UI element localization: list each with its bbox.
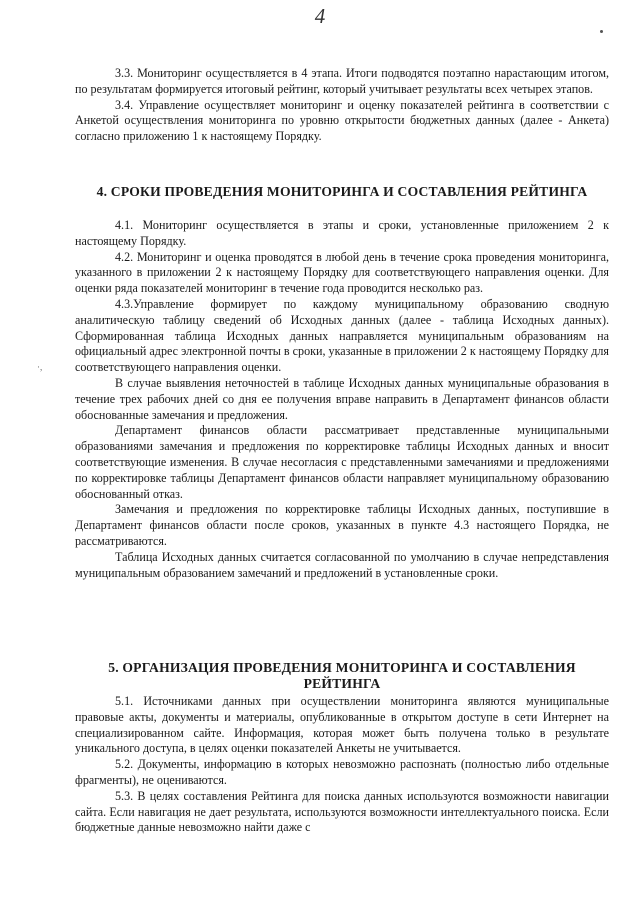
paragraph-4-3-review: Департамент финансов области рассматривает представленные муниципальными образованиями замечания и предложения по корректировке таблицы Исходных данных и вносит соответствующие изменения. В случае несогласия с представленными замечаниями и предложениями по корректировке таблицы Департамент финансов области направляет муниципальному образованию обоснованный отказ. — [75, 423, 609, 501]
section-5 — [75, 660, 609, 692]
paragraph-5-1: 5.1. Источниками данных при осуществлении мониторинга являются муниципальные правовые акты, документы и материалы, опубликованные в открытом доступе в сети Интернет на специализированном сайте. Информация, которая может быть получена только в результате уникального доступа, в целях оценки показателей Анкеты не учитывается. — [75, 694, 609, 756]
section-3-tail — [75, 66, 609, 145]
paragraph-3-3: 3.3. Мониторинг осуществляется в 4 этапа. Итоги подводятся поэтапно нарастающим итогом, по результатам формируется итоговый рейтинг, который учитывает результаты всех четырех этапов. — [75, 66, 609, 96]
margin-mark: ·, — [37, 362, 43, 372]
paragraph-4-3-late: Замечания и предложения по корректировке таблицы Исходных данных, поступившие в Департамент финансов области после сроков, указанных в пункте 4.3 настоящего Порядка, не рассматриваются. — [75, 502, 609, 548]
section-4-body — [75, 218, 609, 581]
section-5-heading: 5. ОРГАНИЗАЦИЯ ПРОВЕДЕНИЯ МОНИТОРИНГА И СОСТАВЛЕНИЯ РЕЙТИНГА — [108, 660, 576, 691]
paragraph-4-3-default: Таблица Исходных данных считается согласованной по умолчанию в случае непредставления муниципальным образованием замечаний и предложений в установленные сроки. — [75, 549, 609, 580]
paragraph-4-3: 4.3.Управление формирует по каждому муниципальному образованию сводную аналитическую таблицу сведений об Исходных данных (далее - таблица Исходных данных). Сформированная таблица Исходных данных направляется муниципальным образованиям на официальный адрес электронной почты в сроки, указанные в приложении 2 к настоящему Порядку для соответствующего направления оценки. — [75, 296, 609, 375]
page-number: 4 — [314, 4, 326, 28]
paragraph-4-2: 4.2. Мониторинг и оценка проводятся в любой день в течение срока проведения мониторинга, указанного в приложении 2 к настоящему Порядку для соответствующего направления оценки. Для оценки ряда показателей мониторинг в течение года проводится несколько раз. — [75, 249, 609, 296]
section-5-body — [75, 694, 609, 836]
section-4-heading: 4. СРОКИ ПРОВЕДЕНИЯ МОНИТОРИНГА И СОСТАВЛЕНИЯ РЕЙТИНГА — [96, 184, 588, 199]
paragraph-5-2: 5.2. Документы, информацию в которых невозможно распознать (полностью либо отдельные фрагменты), не оцениваются. — [75, 757, 609, 787]
paragraph-4-1: 4.1. Мониторинг осуществляется в этапы и сроки, установленные приложением 2 к настоящему Порядку. — [75, 218, 609, 248]
scan-dot — [600, 30, 603, 33]
paragraph-5-3: 5.3. В целях составления Рейтинга для поиска данных используются возможности навигации сайта. Если навигация не дает результата, используются возможности интеллектуального поиска. Если бюджетные данные невозможно найти даже с — [75, 788, 609, 835]
paragraph-4-3-errors: В случае выявления неточностей в таблице Исходных данных муниципальные образования в течение трех рабочих дней со дня ее получения вправе направить в Департамент финансов области обоснованные замечания и предложения. — [75, 375, 609, 422]
paragraph-3-4: 3.4. Управление осуществляет мониторинг и оценку показателей рейтинга в соответствии с Анкетой осуществления мониторинга по уровню открытости бюджетных данных (далее - Анкета) согласно приложению 1 к настоящему Порядку. — [75, 97, 609, 144]
section-4 — [75, 184, 609, 200]
